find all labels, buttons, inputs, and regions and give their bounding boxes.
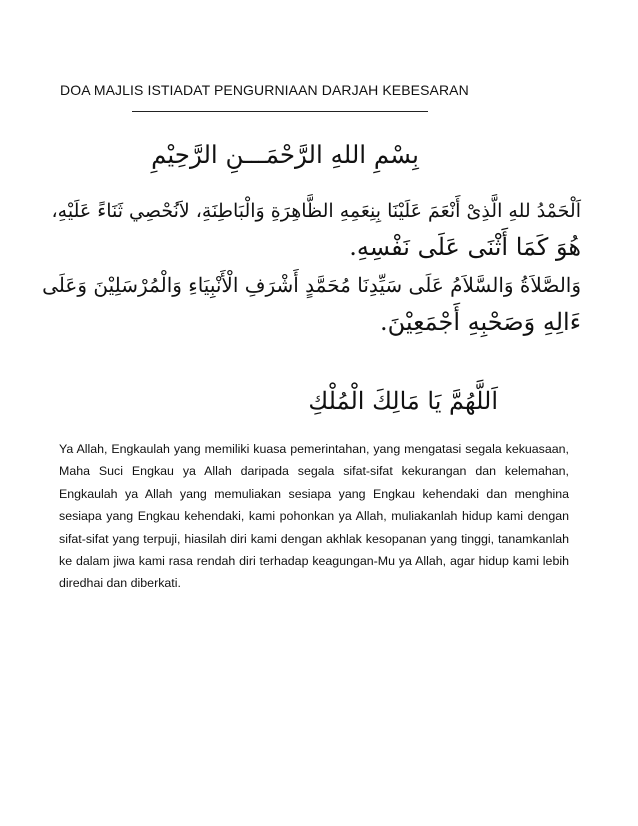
- translation-paragraph: Ya Allah, Engkaulah yang memiliki kuasa pemerintahan, yang mengatasi segala kekuasaan, Maha Suci Engkau ya Allah daripada segala sifat-sifat kekurangan dan kelemahan, Engkaulah ya Allah yang memuliakan sesiapa yang Engkau kehendaki dan menghina sesiapa yang Engkau kehendaki, kami pohonkan ya Allah, muliakanlah hidup kami dengan sifat-sifat yang terpuji, hiasilah diri kami dengan akhlak kesopanan yang tinggi, tanamkanlah ke dalam jiwa kami rasa rendah diri terhadap keagungan-Mu ya Allah, agar hidup kami lebih diredhai dan diberkati.: [59, 442, 569, 591]
- title-underline: [132, 111, 428, 112]
- basmala: بِسْمِ اللهِ الرَّحْمَـــنِ الرَّحِيْمِ: [151, 140, 419, 169]
- arabic-line-4: ءَالِهِ وَصَحْبِهِ أَجْمَعِيْنَ.: [379, 308, 581, 336]
- arabic-line-2: هُوَ كَمَا أَثْنَى عَلَى نَفْسِهِ.: [349, 233, 581, 261]
- arabic-line-1: اَلْحَمْدُ للهِ الَّذِىْ أَنْعَمَ عَلَيْنَا بِنِعَمِهِ الظَّاهِرَةِ وَالْبَاطِنَةِ، لاَنُحْصِي ثَنَاءً عَلَيْهِ،: [51, 200, 581, 222]
- arabic-line-3: وَالصَّلاَةُ وَالسَّلاَمُ عَلَى سَيِّدِنَا مُحَمَّدٍ أَشْرَفِ الْأَنْبِيَاءِ وَالْمُرْسَلِيْنَ وَعَلَى: [42, 273, 581, 297]
- arabic-invocation: اَللَّهُمَّ يَا مَالِكَ الْمُلْكِ: [308, 387, 498, 415]
- document-title: DOA MAJLIS ISTIADAT PENGURNIAAN DARJAH KEBESARAN: [60, 82, 469, 98]
